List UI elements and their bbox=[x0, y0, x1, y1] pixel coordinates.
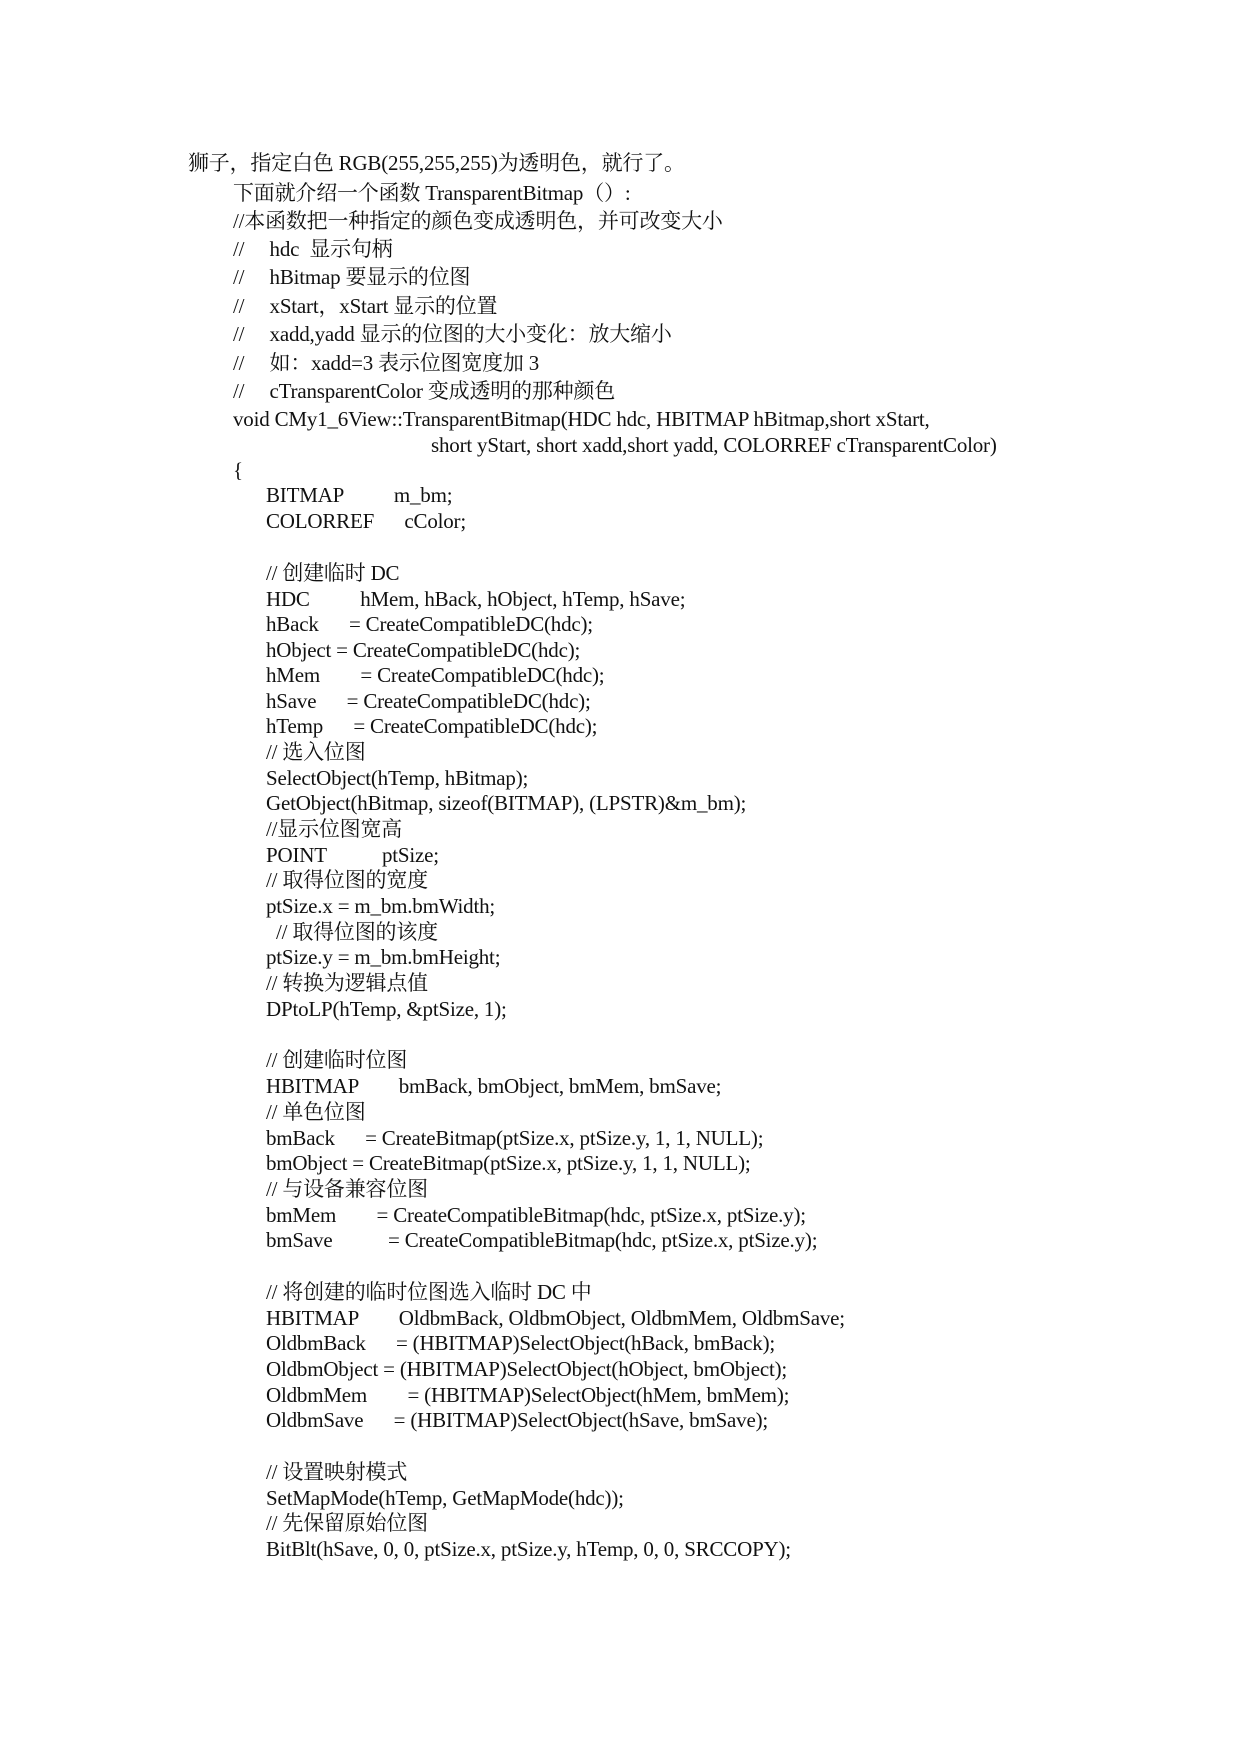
comment-line: // hdc 显示句柄 bbox=[233, 237, 393, 261]
comment-line: // 选入位图 bbox=[266, 740, 366, 764]
code-line: { bbox=[233, 458, 243, 482]
comment-line: // cTransparentColor 变成透明的那种颜色 bbox=[233, 379, 616, 403]
comment-line: //本函数把一种指定的颜色变成透明色，并可改变大小 bbox=[233, 209, 723, 233]
comment-line: // 如：xadd=3 表示位图宽度加 3 bbox=[233, 351, 540, 375]
comment-line: // xadd,yadd 显示的位图的大小变化：放大缩小 bbox=[233, 322, 672, 346]
code-line: OldbmSave = (HBITMAP)SelectObject(hSave, bmSave); bbox=[266, 1408, 769, 1432]
code-line: hSave = CreateCompatibleDC(hdc); bbox=[266, 689, 591, 713]
code-line: hBack = CreateCompatibleDC(hdc); bbox=[266, 612, 593, 636]
code-line: DPtoLP(hTemp, &ptSize, 1); bbox=[266, 997, 507, 1021]
code-line: BitBlt(hSave, 0, 0, ptSize.x, ptSize.y, hTemp, 0, 0, SRCCOPY); bbox=[266, 1537, 791, 1561]
comment-line: //显示位图宽高 bbox=[266, 817, 403, 841]
code-line: HBITMAP bmBack, bmObject, bmMem, bmSave; bbox=[266, 1074, 722, 1098]
code-line: ptSize.x = m_bm.bmWidth; bbox=[266, 894, 496, 918]
text-line: 下面就介绍一个函数 TransparentBitmap（）: bbox=[233, 181, 631, 205]
code-line: bmBack = CreateBitmap(ptSize.x, ptSize.y, 1, 1, NULL); bbox=[266, 1126, 764, 1150]
code-line: POINT ptSize; bbox=[266, 843, 439, 867]
code-line: OldbmBack = (HBITMAP)SelectObject(hBack, bmBack); bbox=[266, 1331, 776, 1355]
code-line: hTemp = CreateCompatibleDC(hdc); bbox=[266, 714, 598, 738]
code-line: SetMapMode(hTemp, GetMapMode(hdc)); bbox=[266, 1486, 624, 1510]
code-line: OldbmMem = (HBITMAP)SelectObject(hMem, bmMem); bbox=[266, 1383, 790, 1407]
text-line: 狮子，指定白色 RGB(255,255,255)为透明色，就行了。 bbox=[188, 151, 685, 175]
comment-line: // 设置映射模式 bbox=[266, 1460, 408, 1484]
code-line: short yStart, short xadd,short yadd, COLORREF cTransparentColor) bbox=[431, 433, 997, 457]
comment-line: // 单色位图 bbox=[266, 1100, 366, 1124]
code-line: hObject = CreateCompatibleDC(hdc); bbox=[266, 638, 581, 662]
code-line: bmSave = CreateCompatibleBitmap(hdc, ptSize.x, ptSize.y); bbox=[266, 1228, 818, 1252]
code-line: OldbmObject = (HBITMAP)SelectObject(hObject, bmObject); bbox=[266, 1357, 788, 1381]
code-line: COLORREF cColor; bbox=[266, 509, 466, 533]
code-line: BITMAP m_bm; bbox=[266, 483, 453, 507]
code-line: HDC hMem, hBack, hObject, hTemp, hSave; bbox=[266, 587, 686, 611]
comment-line: // 创建临时 DC bbox=[266, 561, 400, 585]
code-line: bmMem = CreateCompatibleBitmap(hdc, ptSize.x, ptSize.y); bbox=[266, 1203, 806, 1227]
comment-line: // 先保留原始位图 bbox=[266, 1511, 428, 1535]
code-line: void CMy1_6View::TransparentBitmap(HDC hdc, HBITMAP hBitmap,short xStart, bbox=[233, 407, 930, 431]
code-line: bmObject = CreateBitmap(ptSize.x, ptSize.y, 1, 1, NULL); bbox=[266, 1151, 751, 1175]
comment-line: // 取得位图的该度 bbox=[276, 920, 438, 944]
comment-line: // xStart，xStart 显示的位置 bbox=[233, 294, 498, 318]
code-line: HBITMAP OldbmBack, OldbmObject, OldbmMem, OldbmSave; bbox=[266, 1306, 845, 1330]
code-line: SelectObject(hTemp, hBitmap); bbox=[266, 766, 529, 790]
comment-line: // 将创建的临时位图选入临时 DC 中 bbox=[266, 1280, 592, 1304]
comment-line: // hBitmap 要显示的位图 bbox=[233, 265, 471, 289]
code-line: hMem = CreateCompatibleDC(hdc); bbox=[266, 663, 605, 687]
comment-line: // 转换为逻辑点值 bbox=[266, 971, 428, 995]
code-line: ptSize.y = m_bm.bmHeight; bbox=[266, 945, 501, 969]
comment-line: // 取得位图的宽度 bbox=[266, 868, 428, 892]
code-line: GetObject(hBitmap, sizeof(BITMAP), (LPSTR)&m_bm); bbox=[266, 791, 747, 815]
comment-line: // 创建临时位图 bbox=[266, 1048, 408, 1072]
comment-line: // 与设备兼容位图 bbox=[266, 1177, 428, 1201]
